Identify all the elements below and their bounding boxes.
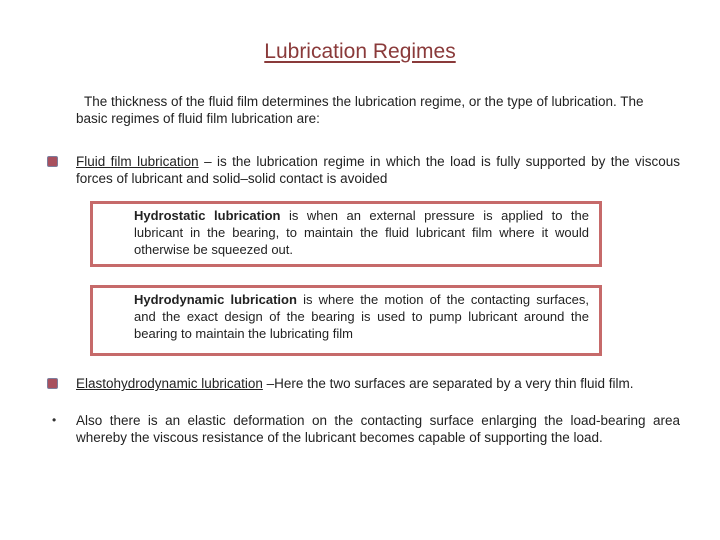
hydrodynamic-box xyxy=(90,285,602,356)
page-title: Lubrication Regimes xyxy=(264,40,456,63)
hydrostatic-term: Hydrostatic lubrication xyxy=(134,208,281,223)
square-bullet-icon xyxy=(47,378,58,389)
ehl-text: –Here the two surfaces are separated by a very thin fluid film. xyxy=(262,376,634,391)
fluid-film-text: – is the lubrication regime in which the load is fully supported by the viscous forces of lubricant and solid–solid contact is avoided xyxy=(76,154,680,186)
fluid-film-term: Fluid film lubrication xyxy=(76,154,199,169)
hydrodynamic-text: is where the motion of the contacting surfaces, and the exact design of the bearing is used to pump lubricant around the bearing to maintain the lubricating film xyxy=(134,292,589,341)
deformation-text: Also there is an elastic deformation on the contacting surface enlarging the load-bearing area whereby the viscous resistance of the lubricant becomes capable of supporting the load. xyxy=(76,413,680,445)
intro-line-1: The thickness of the fluid film determines the lubrication regime, or the type of lubrication. The xyxy=(84,94,644,109)
bullet-deformation xyxy=(52,412,680,446)
hydrostatic-text: is when an external pressure is applied to the lubricant in the bearing, to maintain the fluid lubricant film where it would otherwise be squeezed out. xyxy=(134,208,590,257)
dot-bullet-icon: • xyxy=(52,413,57,427)
hydrostatic-box xyxy=(90,201,602,267)
hydrodynamic-term: Hydrodynamic lubrication xyxy=(134,292,297,307)
intro-paragraph xyxy=(76,93,680,127)
square-bullet-icon xyxy=(47,156,58,167)
bullet-fluid-film xyxy=(76,153,680,187)
bullet-ehl xyxy=(76,375,680,392)
intro-line-2: basic regimes of fluid film lubrication are: xyxy=(76,111,320,126)
ehl-term: Elastohydrodynamic lubrication xyxy=(76,376,263,391)
